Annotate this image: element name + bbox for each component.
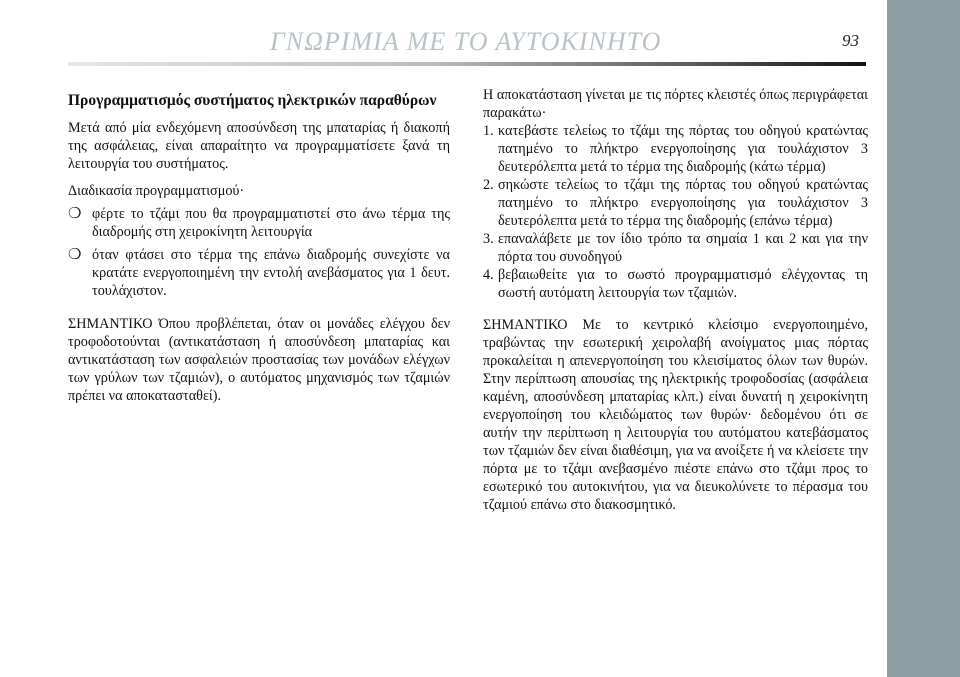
step-text: κατεβάστε τελείως το τζάμι της πόρτας του οδηγού κρατώντας πατημένο το πλήκτρο ενεργοποίησης για τουλάχιστον 3 δευτερόλεπτα μετά το τέρμα της διαδρομής (κάτω τέρμα): [498, 123, 868, 175]
step-text: επαναλάβετε με τον ίδιο τρόπο τα σημαία 1 και 2 και για την πόρτα του συνοδηγού: [498, 231, 868, 265]
step-text: βεβαιωθείτε για το σωστό προγραμματισμό ελέγχοντας τη σωστή αυτόματη λειτουργία των τζαμιών.: [498, 267, 868, 301]
section-side-tab: [887, 0, 960, 677]
list-item: [68, 246, 450, 300]
bullet-text: όταν φτάσει στο τέρμα της επάνω διαδρομής συνεχίστε να κρατάτε ενεργοποιημένη την εντολή ανεβάσματος για 1 δευτ. τουλάχιστον.: [92, 247, 450, 299]
bullet-circle-icon: ❍: [68, 206, 82, 222]
restore-steps-list: [483, 122, 868, 302]
important-note-left: ΣΗΜΑΝΤΙΚΟ Όπου προβλέπεται, όταν οι μονάδες ελέγχου δεν τροφοδοτούνται (αντικατάσταση ή αποσύνδεση μπαταρίας και αντικατάσταση των ασφαλειών προστασίας των μονάδων ελέγχων των γρύλων των τζαμιών), ο αυτόματος μηχανισμός των τζαμιών πρέπει να αποκατασταθεί).: [68, 316, 450, 404]
left-column: [68, 86, 450, 405]
bullet-circle-icon: ❍: [68, 247, 82, 263]
section-heading: Προγραμματισμός συστήματος ηλεκτρικών παραθύρων: [68, 92, 437, 109]
step-number: 2.: [483, 177, 494, 193]
list-item: [483, 122, 868, 176]
step-number: 3.: [483, 231, 494, 247]
bullet-text: φέρτε το τζάμι που θα προγραμματιστεί στο άνω τέρμα της διαδρομής στη χειροκίνητη λειτουργία: [92, 206, 450, 240]
list-item: [483, 176, 868, 230]
procedure-bullet-list: [68, 205, 450, 300]
list-item: [483, 230, 868, 266]
list-item: [483, 266, 868, 302]
list-item: [68, 205, 450, 241]
procedure-label: Διαδικασία προγραμματισμού·: [68, 183, 245, 199]
important-note-right: ΣΗΜΑΝΤΙΚΟ Με το κεντρικό κλείσιμο ενεργοποιημένο, τραβώντας την εσωτερική χειρολαβή ανοίγματος μιας πόρτας προκαλείται η απενεργοποίηση του κλεισίματος όλων των θυρών. Στην περίπτωση απουσίας της ηλεκτρικής τροφοδοσίας (ασφάλεια καμένη, αποσύνδεση μπαταρίας κλπ.) είναι δυνατή η χειροκίνητη ενεργοποίηση του κλειδώματος των θυρών· δεδομένου ότι σε αυτήν την περίπτωση η λειτουργία του αυτόματου κατεβάσματος των τζαμιών δεν είναι διαθέσιμη, για να ανοίξετε ή να κλείσετε την πόρτα με το τζάμι ανεβασμένο πιέστε επάνω στο τζάμι προς το εσωτερικό του αυτοκινήτου, για να διευκολύνετε το πέρασμα του τζαμιού επάνω στο διακοσμητικό.: [483, 317, 868, 513]
step-number: 4.: [483, 267, 494, 283]
header-rule: [68, 62, 866, 66]
intro-paragraph: Μετά από μία ενδεχόμενη αποσύνδεση της μπαταρίας ή διακοπή της ασφάλειας, είναι απαραίτητο να προγραμματίσετε ξανά τη λειτουργία του συστήματος.: [68, 120, 450, 172]
right-column: [483, 86, 868, 514]
running-title: ΓΝΩΡΙΜΙΑ ΜΕ ΤΟ ΑΥΤΟΚΙΝΗΤΟ: [270, 27, 662, 56]
page-number: 93: [842, 31, 859, 50]
step-text: σηκώστε τελείως το τζάμι της πόρτας του οδηγού κρατώντας πατημένο το πλήκτρο ενεργοποίησης για τουλάχιστον 3 δευτερόλεπτα μετά το τέρμα της διαδρομής (επάνω τέρμα): [498, 177, 868, 229]
step-number: 1.: [483, 123, 494, 139]
restore-intro: Η αποκατάσταση γίνεται με τις πόρτες κλειστές όπως περιγράφεται παρακάτω·: [483, 87, 868, 121]
